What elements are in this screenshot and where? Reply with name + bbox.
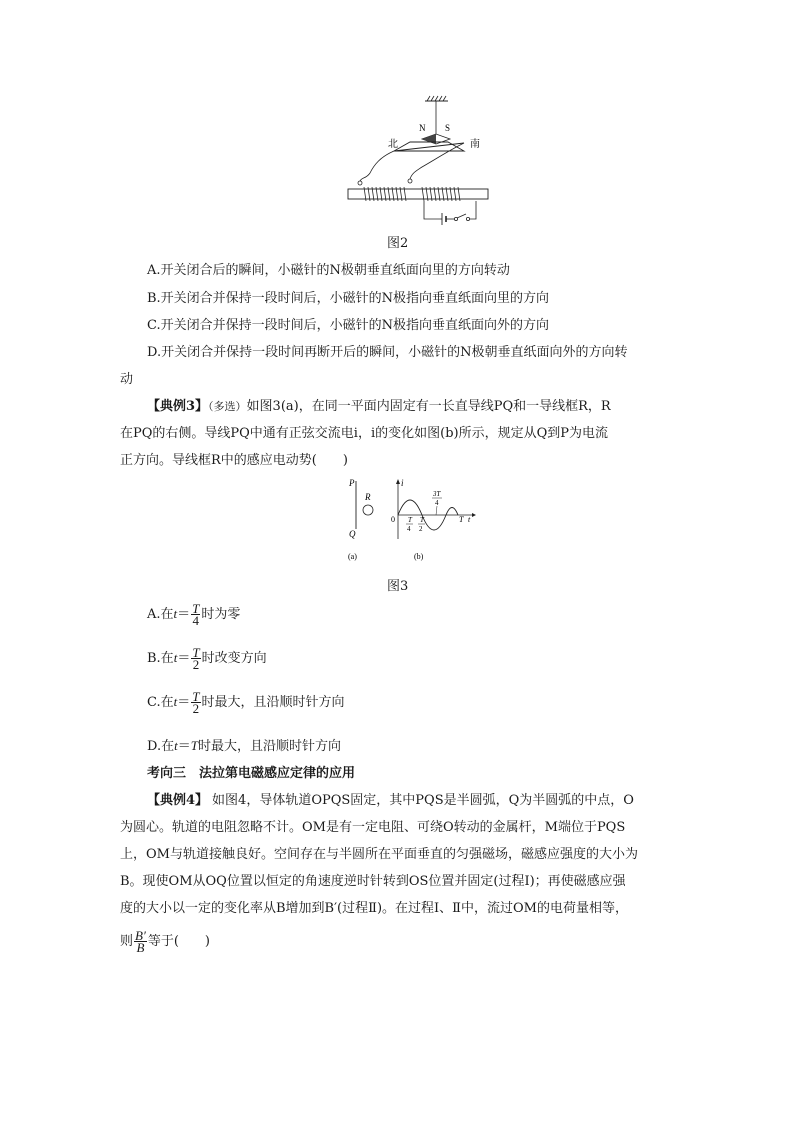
q2-option-d: D.开关闭合并保持一段时间再断开后的瞬间，小磁针的N极朝垂直纸面向外的方向转 [147,345,628,360]
fig2-label-south: 南 [470,139,480,150]
ex3-option-a-prefix: A.在 [147,607,174,622]
ex3-option-c-den: 2 [192,701,200,716]
ex3-option-c-suffix: 时最大，且沿顺时针方向 [201,695,345,710]
example-3-multi: （多选） [208,400,247,413]
example-4-line-3: 上，OM与轨道接触良好。空间存在与半圆所在平面垂直的匀强磁场，磁感应强度的大小为 [120,847,638,862]
ex3-option-c-num: T [192,689,200,704]
ex3-option-b-eq: ＝ [177,651,191,666]
fig3-sub-b: (b) [414,552,424,561]
section-3-heading: 考向三 法拉第电磁感应定律的应用 [147,766,356,781]
example-4-line-1 [147,789,634,808]
ex3-option-d-var: t [174,738,178,753]
ex3-option-d-suffix: 时最大，且沿顺时针方向 [197,739,341,754]
q2-option-d-cont: 动 [120,372,134,387]
example-4-line-6-suffix: 等于( ) [147,934,210,949]
figure-3-diagram [340,475,480,567]
example-4-line-5: 度的大小以一定的变化率从B增加到B′(过程Ⅱ)。在过程Ⅰ、Ⅱ中，流过OM的电荷量相等， [120,901,628,916]
ex3-option-a-var: t [173,606,178,621]
fig3-label-t: t [468,515,471,524]
ex3-option-a-eq: ＝ [177,607,191,622]
ex3-option-c-prefix: C.在 [147,695,174,710]
fig3-label-p: P [349,478,355,488]
ex3-option-a-suffix: 时为零 [201,607,241,622]
example-4-fraction-den: B [136,940,145,955]
example-4-line-6 [120,930,210,953]
ex3-option-b-fraction [191,647,200,670]
ex3-option-c-eq: ＝ [177,695,191,710]
fig3-label-q: Q [349,529,356,539]
fig3-label-r: R [365,492,371,502]
fig2-label-n: N [419,123,426,133]
fig3-tick-t2-den: 2 [419,525,423,533]
example-4-fraction-num: B′ [135,928,146,943]
example-4-line-2: 为圆心。轨道的电阻忽略不计。OM是有一定电阻、可绕O转动的金属杆，M端位于PQS [120,820,626,835]
fig3-tick-3t4-den: 4 [435,499,439,507]
figure-2-diagram [340,95,500,230]
fig3-label-i: i [401,478,404,488]
fig2-label-s: S [445,123,451,133]
q2-option-a: A.开关闭合后的瞬间，小磁针的N极朝垂直纸面向里的方向转动 [147,263,510,278]
ex3-option-c-fraction [191,691,200,714]
fig3-tick-t4-num: T [408,516,412,524]
fig3-sub-a: (a) [348,552,357,561]
ex3-option-c-var: t [173,694,178,709]
ex3-option-a [147,603,240,626]
ex3-option-a-den: 4 [192,613,200,628]
example-4-text-1: 如图4，导体轨道OPQS固定，其中PQS是半圆弧，Q为半圆弧的中点，O [212,793,634,808]
fig3-label-T: T [459,515,464,524]
example-3-tag: 【典例3】 [147,399,209,414]
example-3-line-1 [147,395,611,414]
example-4-fraction [134,930,147,953]
figure-2-caption: 图2 [387,236,409,251]
ex3-option-d-T: T [190,738,198,753]
ex3-option-b-var: t [173,650,178,665]
fig2-label-north: 北 [388,139,398,150]
q2-option-b: B.开关闭合并保持一段时间后，小磁针的N极指向垂直纸面向里的方向 [147,291,550,306]
ex3-option-d-eq: ＝ [177,739,191,754]
example-3-line-3: 正方向。导线框R中的感应电动势( ) [120,453,348,468]
fig3-label-origin: 0 [391,515,395,524]
ex3-option-c [147,691,345,714]
q2-option-c: C.开关闭合并保持一段时间后，小磁针的N极指向垂直纸面向外的方向 [147,318,549,333]
ex3-option-a-fraction [191,603,200,626]
ex3-option-a-num: T [192,601,200,616]
ex3-option-b-suffix: 时改变方向 [201,651,267,666]
ex3-option-b-num: T [192,645,200,660]
fig3-tick-t4-den: 4 [407,525,411,533]
fig3-tick-t2-num: T [420,516,424,524]
ex3-option-b-den: 2 [192,657,200,672]
example-4-tag: 【典例4】 [147,793,209,808]
ex3-option-d-prefix: D.在 [147,739,175,754]
example-3-line-2: 在PQ的右侧。导线PQ中通有正弦交流电i，i的变化如图(b)所示，规定从Q到P为电流 [120,426,608,441]
example-4-line-6-prefix: 则 [120,934,134,949]
ex3-option-d [147,735,341,754]
fig3-tick-3t4-num: 3T [433,490,441,498]
ex3-option-b [147,647,267,670]
figure-3-caption: 图3 [387,579,409,594]
ex3-option-b-prefix: B.在 [147,651,174,666]
example-3-text-1: 如图3(a)，在同一平面内固定有一长直导线PQ和一导线框R，R [246,399,611,414]
example-4-line-4: B。现使OM从OQ位置以恒定的角速度逆时针转到OS位置并固定(过程Ⅰ)；再使磁感应强 [120,874,626,889]
